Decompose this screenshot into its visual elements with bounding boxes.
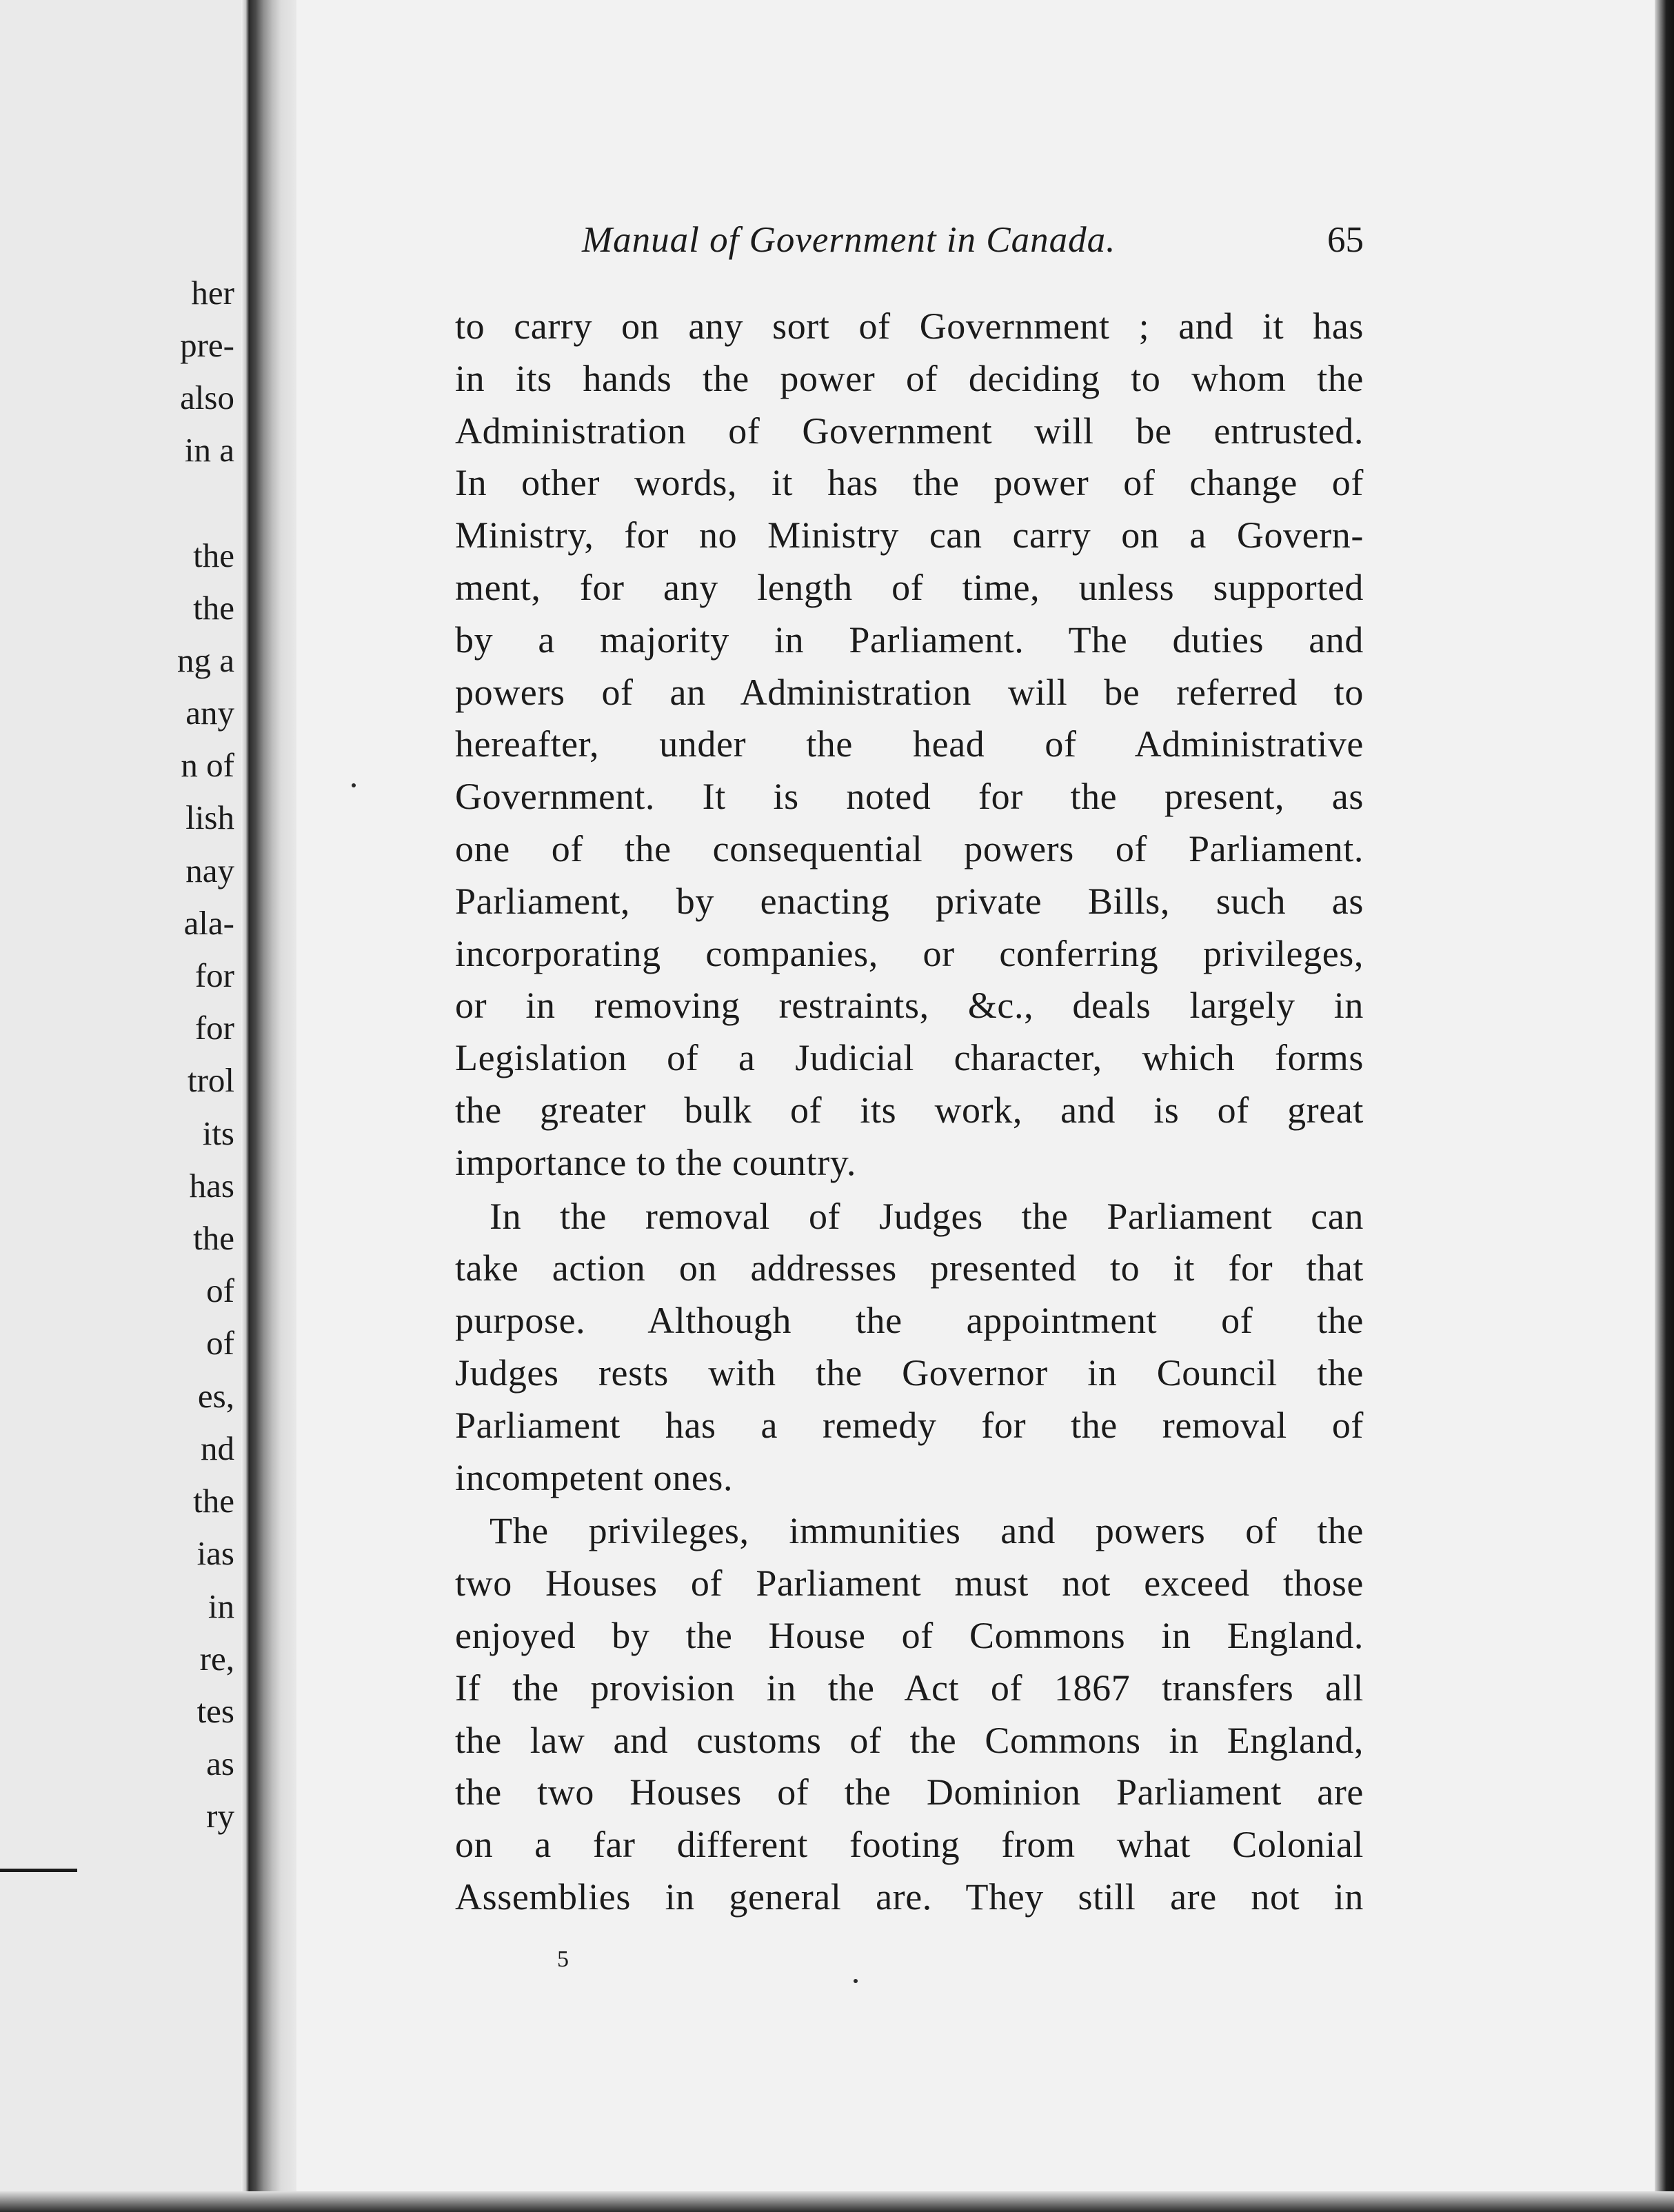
left-page-fragment: her — [191, 274, 234, 312]
text-line: in its hands the power of deciding to whom the — [455, 357, 1364, 399]
text-line: incompetent ones. — [455, 1456, 734, 1498]
text-line: Administration of Government will be entrusted. — [455, 410, 1364, 452]
text-line: enjoyed by the House of Commons in England. — [455, 1614, 1364, 1656]
page-number: 65 — [1327, 220, 1364, 260]
left-facing-page — [0, 0, 241, 2212]
left-page-fragment: ng a — [177, 641, 234, 679]
left-page-fragment: ry — [206, 1797, 234, 1835]
text-line: Government. It is noted for the present, as — [455, 776, 1364, 818]
left-page-fragment: also — [180, 379, 234, 416]
left-page-fragment: has — [189, 1167, 234, 1205]
left-page-fragment: the — [193, 536, 234, 574]
running-head — [296, 219, 1364, 261]
text-line: two Houses of Parliament must not exceed those — [455, 1562, 1364, 1605]
text-line: Judges rests with the Governor in Council the — [455, 1351, 1364, 1394]
text-line: purpose. Although the appointment of the — [455, 1300, 1364, 1342]
left-page-fragment: ala- — [183, 904, 234, 942]
left-page-fragment: the — [193, 589, 234, 627]
text-line: Assemblies in general are. They still are not in — [455, 1876, 1364, 1918]
text-line: Ministry, for no Ministry can carry on a Govern- — [455, 514, 1364, 556]
left-page-fragment: trol — [187, 1061, 234, 1099]
left-page-fragment: in — [208, 1587, 234, 1625]
left-page-fragment: the — [193, 1482, 234, 1520]
paragraph — [455, 1191, 1364, 1505]
text-line: importance to the country. — [455, 1141, 856, 1183]
left-page-fragment: for — [194, 956, 234, 994]
book-gutter — [241, 0, 296, 2212]
paragraph — [455, 1505, 1364, 1923]
text-line: Legislation of a Judicial character, which forms — [455, 1037, 1364, 1079]
text-line: one of the consequential powers of Parliament. — [455, 827, 1364, 869]
text-line: the greater bulk of its work, and is of great — [455, 1089, 1364, 1131]
left-page-fragment: ias — [196, 1534, 234, 1572]
book-page — [296, 0, 1655, 2191]
text-line: In other words, it has the power of change of — [455, 462, 1364, 504]
text-line: Parliament has a remedy for the removal of — [455, 1404, 1364, 1446]
left-page-rule — [0, 1869, 77, 1872]
text-line: the law and customs of the Commons in England, — [455, 1719, 1364, 1761]
text-line: The privileges, immunities and powers of the — [490, 1510, 1364, 1552]
left-page-fragment: the — [193, 1219, 234, 1257]
left-page-fragment: tes — [196, 1692, 234, 1730]
text-line: hereafter, under the head of Administrative — [455, 723, 1364, 765]
left-page-fragment: of — [206, 1324, 234, 1362]
text-line: the two Houses of the Dominion Parliament are — [455, 1771, 1364, 1813]
left-page-fragment: of — [206, 1271, 234, 1309]
text-line: Parliament, by enacting private Bills, such as — [455, 880, 1364, 922]
paragraph — [455, 301, 1364, 1189]
left-page-fragment: n of — [181, 746, 234, 784]
left-page-fragment: in a — [184, 431, 234, 469]
text-line: If the provision in the Act of 1867 transfers all — [455, 1667, 1364, 1709]
page-edge-bottom — [0, 2191, 1674, 2212]
left-page-fragment: re, — [199, 1640, 234, 1678]
text-line: In the removal of Judges the Parliament can — [490, 1195, 1364, 1237]
left-page-fragment: for — [194, 1009, 234, 1047]
ink-speck — [352, 783, 356, 787]
running-title: Manual of Government in Canada. — [582, 220, 1116, 260]
text-line: ment, for any length of time, unless supported — [455, 566, 1364, 608]
text-line: powers of an Administration will be referred to — [455, 671, 1364, 713]
text-line: incorporating companies, or conferring privileges, — [455, 932, 1364, 974]
ink-speck — [854, 1979, 858, 1983]
text-line: to carry on any sort of Government ; and it has — [455, 305, 1364, 347]
left-page-fragment: any — [185, 694, 234, 732]
text-line: on a far different footing from what Colonial — [455, 1824, 1364, 1866]
signature-mark: 5 — [557, 1947, 569, 1972]
left-page-fragment: es, — [197, 1377, 234, 1415]
left-page-fragment: its — [202, 1114, 234, 1152]
left-page-fragment: as — [206, 1745, 234, 1782]
left-page-fragment: nd — [201, 1429, 234, 1467]
text-line: or in removing restraints, &c., deals largely in — [455, 985, 1364, 1027]
text-line: take action on addresses presented to it for that — [455, 1247, 1364, 1289]
body-text — [455, 301, 1364, 1924]
left-page-fragment: nay — [185, 852, 234, 889]
page-edge-right — [1655, 0, 1674, 2212]
left-page-fragment: pre- — [180, 326, 234, 364]
left-page-fragment: lish — [185, 798, 234, 836]
text-line: by a majority in Parliament. The duties and — [455, 619, 1364, 661]
